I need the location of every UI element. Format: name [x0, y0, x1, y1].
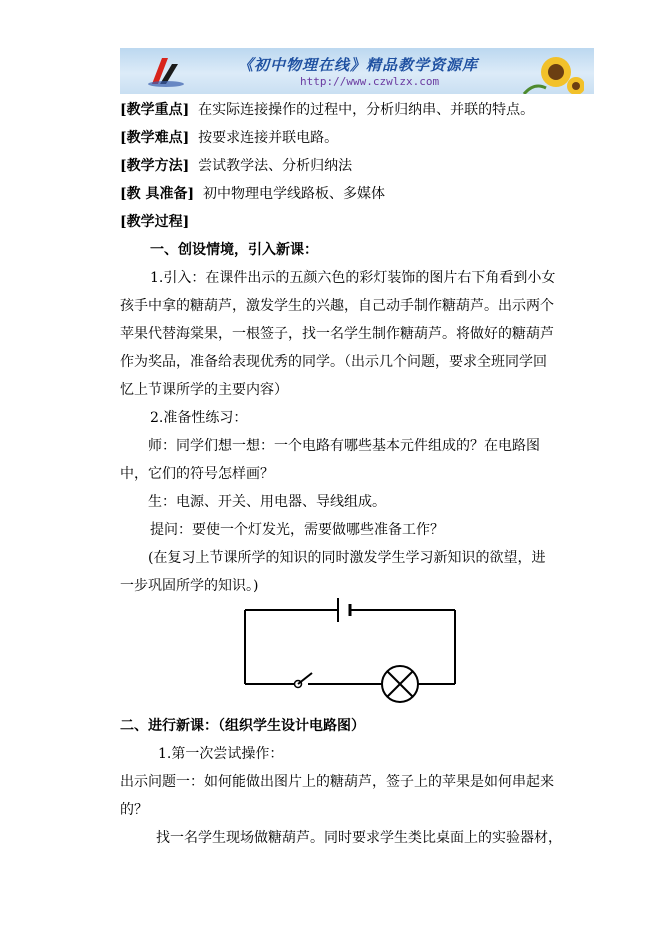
meta-label: [教 具准备]: [120, 186, 195, 202]
switch-lever: [298, 673, 312, 684]
meta-method: [120, 156, 352, 176]
meta-value: 在实际连接操作的过程中，分析归纳串、并联的特点。: [198, 102, 535, 118]
paragraph-line: 孩手中拿的糖葫芦，激发学生的兴趣，自己动手制作糖葫芦。出示两个: [120, 298, 554, 314]
paragraph-line: 作为奖品，准备给表现优秀的同学。（出示几个问题，要求全班同学回: [120, 354, 547, 370]
paragraph-line: 找一名学生现场做糖葫芦。同时要求学生类比桌面上的实验器材，: [156, 830, 562, 846]
meta-process: [120, 212, 189, 232]
paragraph-line: 中，它们的符号怎样画？: [120, 466, 274, 482]
paragraph-line: 出示问题一：如何能做出图片上的糖葫芦，签子上的苹果是如何串起来: [120, 774, 554, 790]
meta-key-points: [120, 100, 534, 120]
section1-heading: 一、创设情境，引入新课：: [150, 242, 318, 258]
logo-icon: [146, 54, 186, 88]
meta-label: [教学方法]: [120, 158, 190, 174]
paragraph-line: 2.准备性练习：: [150, 410, 248, 426]
meta-value: 尝试教学法、分析归纳法: [198, 158, 353, 174]
meta-label: [教学难点]: [120, 130, 190, 146]
meta-value: 按要求连接并联电路。: [198, 130, 339, 146]
paragraph-line: 的？: [120, 802, 148, 818]
paragraph-line: 提问：要使一个灯发光，需要做哪些准备工作？: [150, 522, 444, 538]
paragraph-line: (在复习上节课所学的知识的同时激发学生学习新知识的欲望，进: [148, 550, 546, 566]
meta-difficulty: [120, 128, 338, 148]
banner-title: 《初中物理在线》精品教学资源库: [238, 56, 479, 74]
circuit-diagram: [240, 596, 460, 706]
paragraph-line: 苹果代替海棠果，一根签子，找一名学生制作糖葫芦。将做好的糖葫芦: [120, 326, 554, 342]
paragraph-line: 生：电源、开关、用电器、导线组成。: [148, 494, 386, 510]
lamp-symbol: [382, 666, 418, 702]
paragraph-line: 一步巩固所学的知识。): [120, 578, 259, 594]
banner-url[interactable]: http://www.czwlzx.com: [300, 75, 440, 88]
section2-heading: 二、进行新课：（组织学生设计电路图）: [120, 718, 365, 734]
meta-tools: [120, 184, 385, 204]
header-banner: [120, 48, 594, 94]
paragraph-line: 1.第一次尝试操作：: [158, 746, 284, 762]
sunflower-icon: [516, 52, 584, 94]
meta-label: [教学过程]: [120, 214, 190, 230]
meta-label: [教学重点]: [120, 102, 190, 118]
meta-value: 初中物理电学线路板、多媒体: [203, 186, 386, 202]
paragraph-line: 师：同学们想一想：一个电路有哪些基本元件组成的？在电路图: [148, 438, 540, 454]
paragraph-line: 1.引入：在课件出示的五颜六色的彩灯装饰的图片右下角看到小女: [150, 270, 556, 286]
paragraph-line: 忆上节课所学的主要内容）: [120, 382, 288, 398]
